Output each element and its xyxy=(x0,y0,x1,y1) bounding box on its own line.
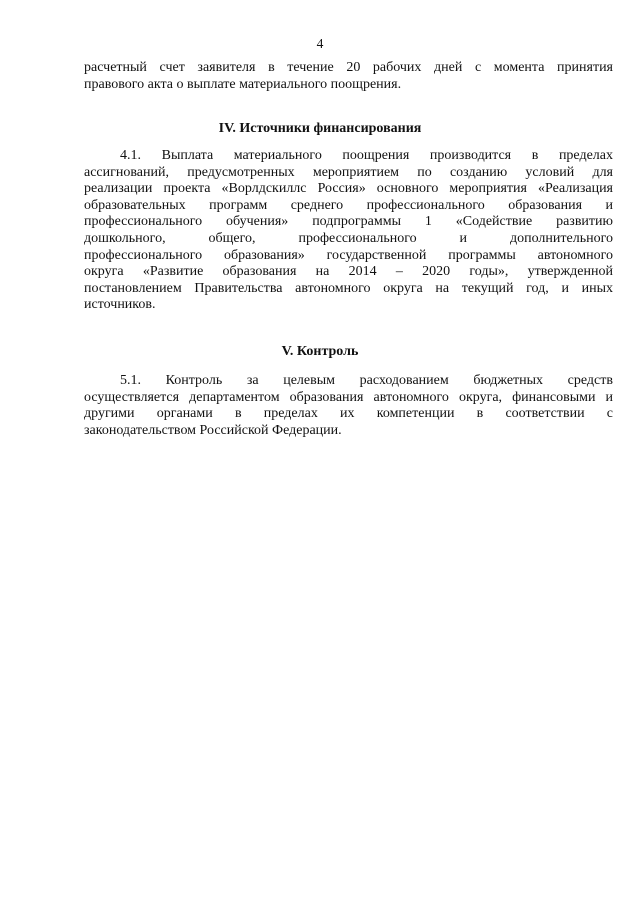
paragraph-line: профессионального образования» государственной программы автономного xyxy=(84,247,613,263)
paragraph-line: расчетный счет заявителя в течение 20 рабочих дней с момента принятия xyxy=(84,60,613,75)
paragraph-line: дошкольного, общего, профессионального и дополнительного xyxy=(84,230,613,246)
section-v-heading: V. Контроль xyxy=(281,344,359,359)
paragraph-line: профессионального обучения» подпрограммы 1 «Содействие развитию xyxy=(84,214,613,230)
paragraph-line: постановлением Правительства автономного округа на текущий год, и иных xyxy=(84,280,613,296)
section-iv-paragraph xyxy=(84,148,613,314)
intro-paragraph xyxy=(84,60,613,93)
paragraph-line: осуществляется департаментом образования автономного округа, финансовыми и xyxy=(84,389,613,405)
paragraph-line: 5.1. Контроль за целевым расходованием бюджетных средств xyxy=(120,373,613,388)
paragraph-line: другими органами в пределах их компетенции в соответствии с xyxy=(84,406,613,422)
paragraph-line: округа «Развитие образования на 2014 – 2020 годы», утвержденной xyxy=(84,264,613,280)
section-v-paragraph xyxy=(84,373,613,439)
paragraph-line: источников. xyxy=(84,297,156,313)
paragraph-line: правового акта о выплате материального поощрения. xyxy=(84,76,402,92)
page-number: 4 xyxy=(316,36,324,51)
paragraph-line: образовательных программ среднего профессионального образования и xyxy=(84,197,613,213)
section-iv-heading: IV. Источники финансирования xyxy=(218,121,422,136)
paragraph-line: ассигнований, предусмотренных мероприятием по созданию условий для xyxy=(84,164,613,180)
paragraph-line: 4.1. Выплата материального поощрения производится в пределах xyxy=(120,148,613,163)
paragraph-line: законодательством Российской Федерации. xyxy=(84,422,342,438)
paragraph-line: реализации проекта «Ворлдскиллс Россия» основного мероприятия «Реализация xyxy=(84,181,613,197)
